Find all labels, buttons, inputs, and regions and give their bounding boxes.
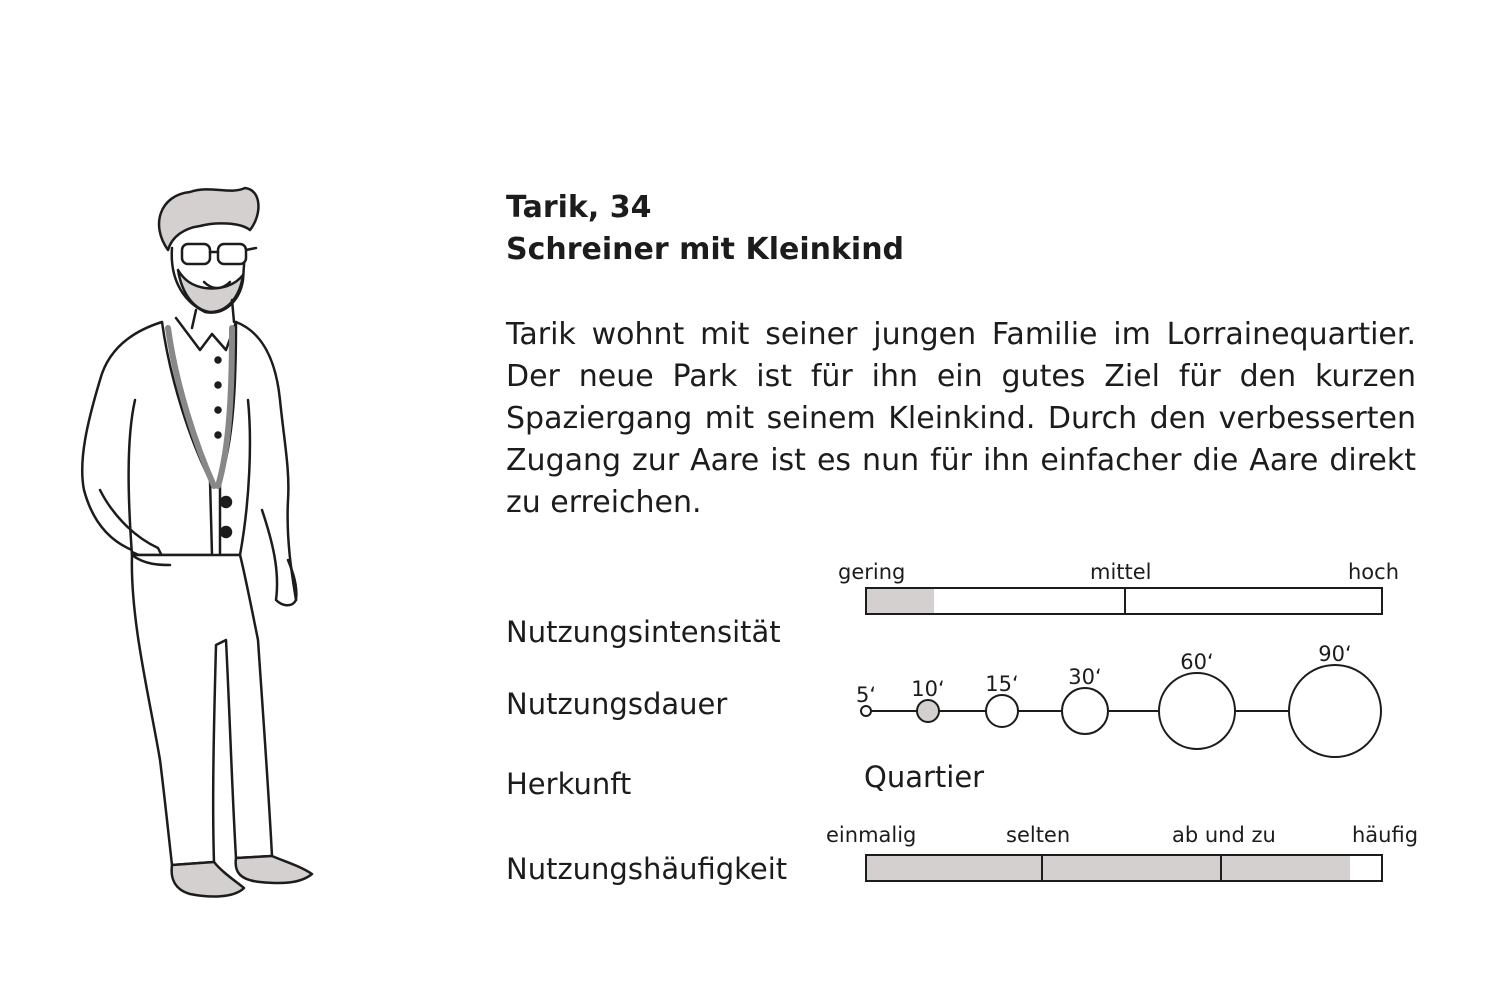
- duration-option-circle: [986, 695, 1018, 727]
- frequency-scale-once: einmalig: [826, 823, 917, 847]
- duration-label: Nutzungsdauer: [506, 687, 728, 721]
- intensity-scale-low: gering: [838, 560, 906, 584]
- frequency-bar: [865, 854, 1383, 882]
- intensity-bar: [865, 587, 1383, 615]
- duration-option-circle: [1159, 673, 1235, 749]
- duration-option-label: 60‘: [1180, 650, 1214, 674]
- intensity-label: Nutzungsintensität: [506, 615, 781, 649]
- duration-option-circle: [861, 706, 871, 716]
- persona-description: Tarik wohnt mit seiner jungen Familie im Lorrainequartier. Der neue Park ist für ihn ein gutes Ziel für den kurzen Spaziergang mit seinem Kleinkind. Durch den verbesserten Zugang zur Aare ist es nun für ihn einfacher die Aare direkt zu erreichen.: [506, 317, 1416, 520]
- origin-value: Quartier: [864, 760, 985, 794]
- origin-label: Herkunft: [506, 767, 632, 801]
- frequency-bar-divider-1: [1041, 856, 1043, 880]
- duration-option-label: 15‘: [985, 672, 1019, 696]
- persona-name: Tarik, 34: [506, 190, 652, 225]
- frequency-label: Nutzungshäufigkeit: [506, 852, 788, 886]
- duration-option-label: 90‘: [1318, 642, 1352, 666]
- duration-option-label: 30‘: [1068, 665, 1102, 689]
- intensity-scale-high: hoch: [1348, 560, 1400, 584]
- duration-option-circle: [917, 700, 939, 722]
- intensity-scale-mid: mittel: [1090, 560, 1152, 584]
- duration-option-label: 5‘: [855, 683, 877, 707]
- duration-scale: [840, 630, 1400, 770]
- duration-option-label: 10‘: [911, 677, 945, 701]
- frequency-scale-sometimes: ab und zu: [1172, 823, 1276, 847]
- frequency-scale-rare: selten: [1006, 823, 1071, 847]
- frequency-bar-divider-2: [1220, 856, 1222, 880]
- persona-illustration: [60, 170, 340, 910]
- persona-role: Schreiner mit Kleinkind: [506, 232, 905, 267]
- duration-option-circle: [1062, 688, 1108, 734]
- frequency-bar-fill: [867, 856, 1350, 880]
- intensity-bar-fill: [867, 589, 934, 613]
- duration-option-circle: [1289, 665, 1381, 757]
- intensity-bar-divider: [1124, 589, 1126, 613]
- frequency-scale-often: häufig: [1352, 823, 1419, 847]
